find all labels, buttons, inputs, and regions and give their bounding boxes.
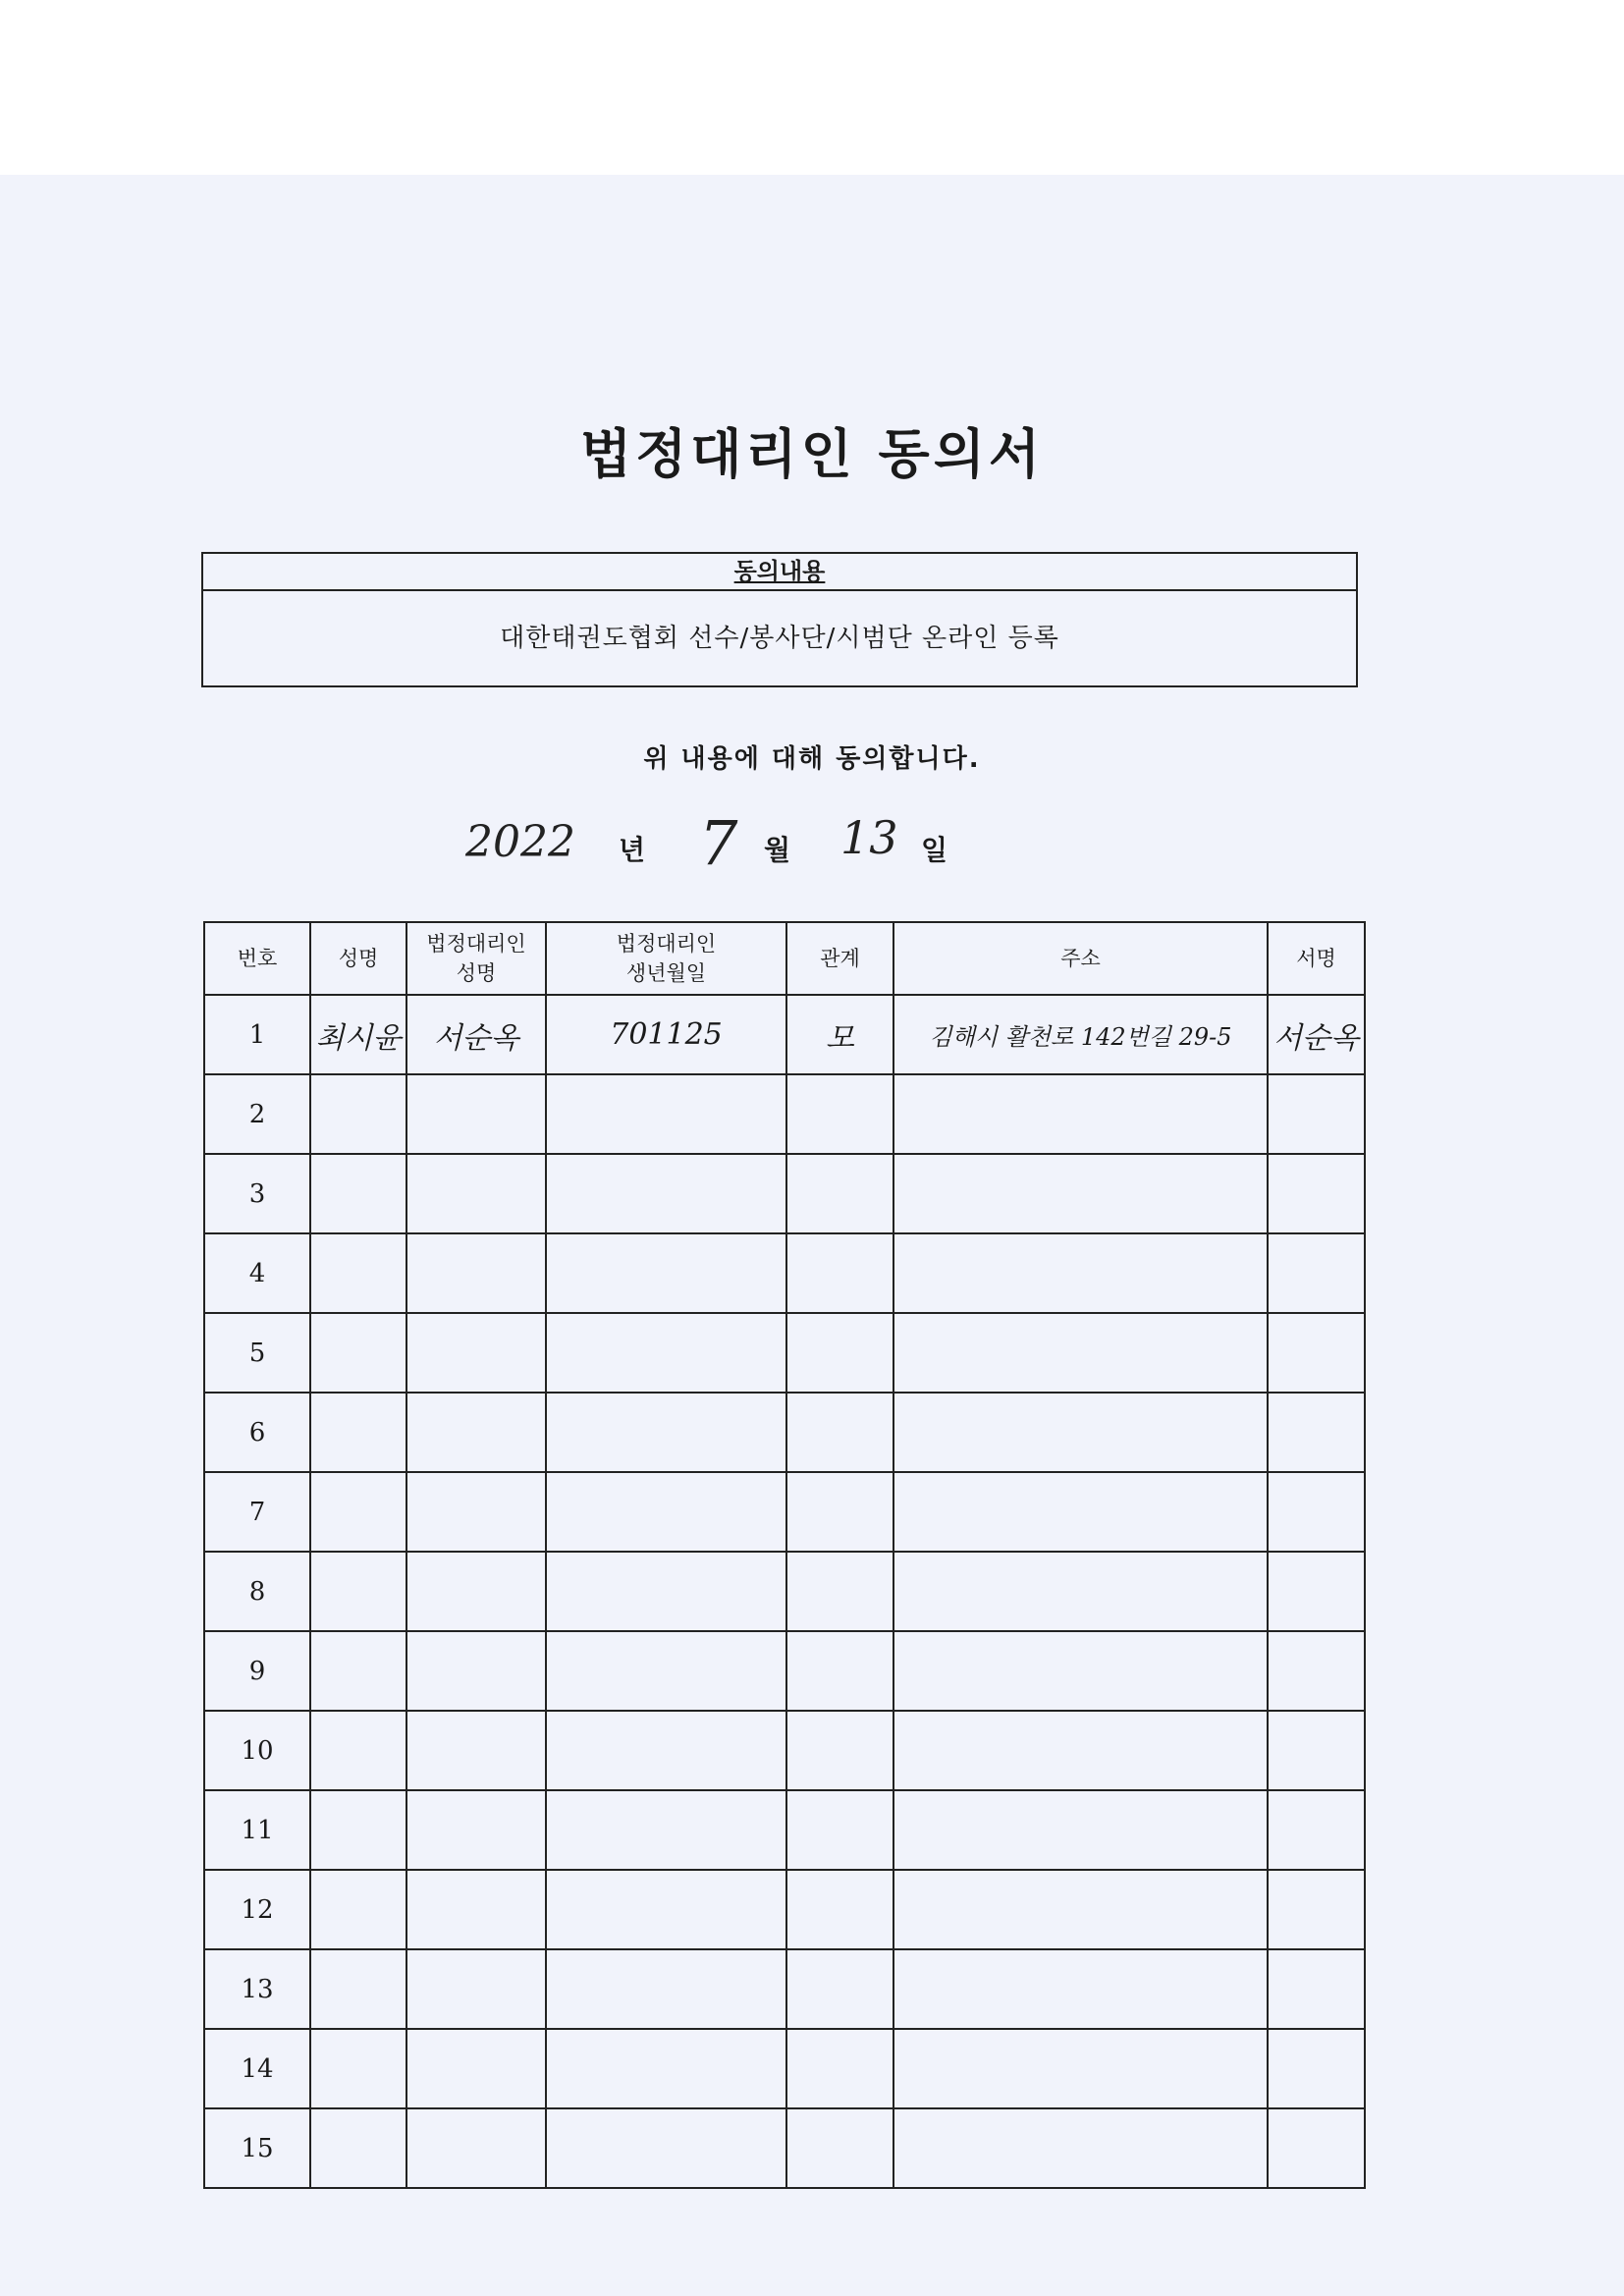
row-address <box>893 1949 1268 2029</box>
table-row <box>204 2029 1365 2108</box>
consent-header <box>203 554 1356 591</box>
row-signature <box>1268 1313 1365 1393</box>
row-guardian-birth <box>546 1711 786 1790</box>
row-address <box>893 1870 1268 1949</box>
row-address <box>893 1631 1268 1711</box>
row-number: 14 <box>204 2029 310 2108</box>
row-name <box>310 1313 406 1393</box>
row-number: 5 <box>204 1313 310 1393</box>
date-year: 2022 <box>465 817 575 867</box>
row-name: 최시윤 <box>310 995 406 1074</box>
table-row <box>204 1233 1365 1313</box>
consent-header-label: 동의내용 <box>733 558 826 585</box>
row-guardian-birth <box>546 1552 786 1631</box>
row-name <box>310 1472 406 1552</box>
consent-box <box>201 552 1358 687</box>
date-month-unit: 월 <box>764 834 791 866</box>
row-guardian-name <box>406 1790 546 1870</box>
row-relation <box>786 2029 893 2108</box>
row-guardian-birth <box>546 1631 786 1711</box>
row-number: 4 <box>204 1233 310 1313</box>
row-guardian-birth <box>546 1074 786 1154</box>
row-number: 7 <box>204 1472 310 1552</box>
row-relation <box>786 2108 893 2188</box>
row-name <box>310 2108 406 2188</box>
row-guardian-name <box>406 1393 546 1472</box>
row-guardian-name <box>406 1074 546 1154</box>
row-name <box>310 1154 406 1233</box>
header-guardian-name-line1: 법정대리인 <box>426 932 526 956</box>
row-number: 8 <box>204 1552 310 1631</box>
row-guardian-name <box>406 1552 546 1631</box>
table-row <box>204 1631 1365 1711</box>
row-guardian-name <box>406 1233 546 1313</box>
row-relation: 모 <box>786 995 893 1074</box>
row-signature <box>1268 1552 1365 1631</box>
header-address: 주소 <box>893 922 1268 995</box>
date-row <box>0 807 1624 886</box>
row-guardian-birth <box>546 2108 786 2188</box>
row-guardian-birth <box>546 1790 786 1870</box>
row-signature <box>1268 1154 1365 1233</box>
header-signature: 서명 <box>1268 922 1365 995</box>
table-row <box>204 2108 1365 2188</box>
row-guardian-name <box>406 1711 546 1790</box>
row-guardian-birth <box>546 1393 786 1472</box>
row-number: 13 <box>204 1949 310 2029</box>
row-guardian-name <box>406 2029 546 2108</box>
table-row <box>204 1313 1365 1393</box>
row-guardian-name <box>406 2108 546 2188</box>
row-name <box>310 1711 406 1790</box>
row-guardian-birth <box>546 2029 786 2108</box>
row-relation <box>786 1552 893 1631</box>
row-number: 12 <box>204 1870 310 1949</box>
row-name <box>310 1233 406 1313</box>
table-row <box>204 1472 1365 1552</box>
row-signature <box>1268 2108 1365 2188</box>
table-row <box>204 1870 1365 1949</box>
row-number: 11 <box>204 1790 310 1870</box>
table-row <box>204 1074 1365 1154</box>
row-address <box>893 2108 1268 2188</box>
row-relation <box>786 1154 893 1233</box>
header-guardian-birth <box>546 922 786 995</box>
table-row <box>204 1790 1365 1870</box>
row-relation <box>786 1711 893 1790</box>
row-number: 9 <box>204 1631 310 1711</box>
row-relation <box>786 1790 893 1870</box>
row-guardian-birth <box>546 1472 786 1552</box>
date-month: 7 <box>699 807 738 879</box>
row-address <box>893 1472 1268 1552</box>
row-name <box>310 1552 406 1631</box>
row-guardian-birth <box>546 1313 786 1393</box>
table-row <box>204 995 1365 1074</box>
row-number: 10 <box>204 1711 310 1790</box>
guardian-table <box>203 921 1366 2189</box>
row-signature: 서순옥 <box>1268 995 1365 1074</box>
row-name <box>310 1949 406 2029</box>
row-signature <box>1268 1790 1365 1870</box>
table-header-row <box>204 922 1365 995</box>
table-row <box>204 1154 1365 1233</box>
row-guardian-name <box>406 1949 546 2029</box>
row-name <box>310 1870 406 1949</box>
row-signature <box>1268 1074 1365 1154</box>
row-address <box>893 1154 1268 1233</box>
consent-content: 대한태권도협회 선수/봉사단/시범단 온라인 등록 <box>500 624 1059 653</box>
table-row <box>204 1552 1365 1631</box>
row-guardian-name <box>406 1313 546 1393</box>
document-title: 법정대리인 동의서 <box>579 423 1045 485</box>
row-signature <box>1268 1711 1365 1790</box>
row-relation <box>786 1870 893 1949</box>
date-day-unit: 일 <box>921 834 948 866</box>
row-name <box>310 1393 406 1472</box>
row-number: 15 <box>204 2108 310 2188</box>
row-address <box>893 1790 1268 1870</box>
row-relation <box>786 1949 893 2029</box>
header-relation: 관계 <box>786 922 893 995</box>
row-signature <box>1268 1233 1365 1313</box>
row-guardian-birth <box>546 1870 786 1949</box>
row-signature <box>1268 1472 1365 1552</box>
row-address <box>893 2029 1268 2108</box>
row-number: 6 <box>204 1393 310 1472</box>
table-row <box>204 1393 1365 1472</box>
row-address: 김해시 활천로 142번길 29-5 <box>893 995 1268 1074</box>
row-number: 1 <box>204 995 310 1074</box>
row-guardian-birth: 701125 <box>546 995 786 1074</box>
row-signature <box>1268 1393 1365 1472</box>
row-name <box>310 1631 406 1711</box>
row-signature <box>1268 2029 1365 2108</box>
row-name <box>310 1790 406 1870</box>
row-guardian-name: 서순옥 <box>406 995 546 1074</box>
row-number: 3 <box>204 1154 310 1233</box>
row-guardian-name <box>406 1631 546 1711</box>
row-address <box>893 1393 1268 1472</box>
row-address <box>893 1313 1268 1393</box>
row-address <box>893 1711 1268 1790</box>
row-address <box>893 1074 1268 1154</box>
table-row <box>204 1711 1365 1790</box>
row-guardian-name <box>406 1154 546 1233</box>
row-signature <box>1268 1870 1365 1949</box>
row-signature <box>1268 1631 1365 1711</box>
row-number: 2 <box>204 1074 310 1154</box>
date-day: 13 <box>840 811 898 864</box>
header-number: 번호 <box>204 922 310 995</box>
row-guardian-name <box>406 1472 546 1552</box>
row-relation <box>786 1393 893 1472</box>
row-signature <box>1268 1949 1365 2029</box>
row-relation <box>786 1074 893 1154</box>
header-guardian-birth-line1: 법정대리인 <box>616 932 717 956</box>
header-guardian-birth-line2: 생년월일 <box>625 961 707 985</box>
agreement-text: 위 내용에 대해 동의합니다. <box>643 744 981 774</box>
row-guardian-birth <box>546 1949 786 2029</box>
row-address <box>893 1233 1268 1313</box>
row-relation <box>786 1313 893 1393</box>
row-relation <box>786 1233 893 1313</box>
row-guardian-birth <box>546 1233 786 1313</box>
date-year-unit: 년 <box>619 834 646 866</box>
row-relation <box>786 1472 893 1552</box>
header-guardian-name <box>406 922 546 995</box>
table-row <box>204 1949 1365 2029</box>
row-guardian-birth <box>546 1154 786 1233</box>
header-guardian-name-line2: 성명 <box>456 961 497 985</box>
row-name <box>310 2029 406 2108</box>
row-address <box>893 1552 1268 1631</box>
row-name <box>310 1074 406 1154</box>
header-name: 성명 <box>310 922 406 995</box>
row-relation <box>786 1631 893 1711</box>
row-guardian-name <box>406 1870 546 1949</box>
